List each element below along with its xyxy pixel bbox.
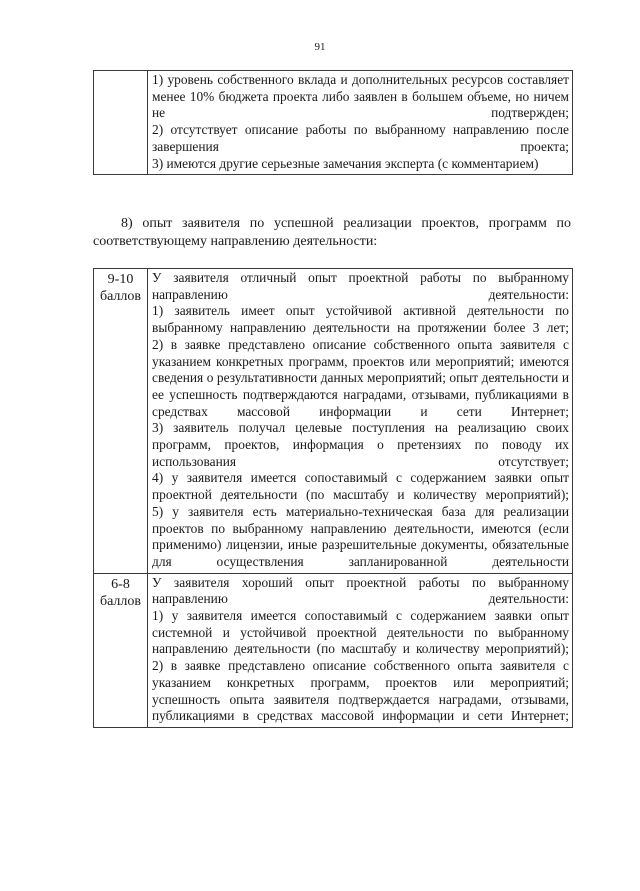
- score-cell: 6-8 баллов: [94, 573, 148, 727]
- score-cell: 9-10 баллов: [94, 269, 148, 574]
- table-row: [94, 573, 573, 727]
- criteria-item: 3) имеются другие серьезные замечания эксперта (с комментарием): [152, 155, 539, 171]
- criteria-cell: [148, 71, 573, 175]
- criterion-heading-line: соответствующему направлению деятельности:: [93, 234, 378, 249]
- criteria-cell: [148, 269, 573, 574]
- criteria-intro: У заявителя отличный опыт проектной работы по выбранному направлению деятельности:: [152, 270, 569, 302]
- criteria-item: 2) в заявке представлено описание собственного опыта заявителя с указанием конкретных программ, проектов или мероприятий; успешность опыта заявителя подтверждается наградами, отзывами, публикациями в средствах массовой информации и сети Интернет;: [152, 658, 569, 724]
- criteria-cell: [148, 573, 573, 727]
- table-row: [94, 269, 573, 574]
- criteria-item: 2) в заявке представлено описание собственного опыта заявителя с указанием конкретных программ, проектов или мероприятий; имеются сведения о результативности данных мероприятий; опыт деятельности и ее успешность подтверждаются наградами, отзывами, публикациями в средствах массовой информации и сети Интернет;: [152, 336, 569, 419]
- criteria-table: [93, 268, 573, 728]
- criteria-item: 1) у заявителя имеется сопоставимый с содержанием заявки опыт системной и устойчивой проектной деятельности по выбранному направлению деятельности (по масштабу и количеству мероприятий);: [152, 608, 569, 657]
- table-row: [94, 71, 573, 175]
- criteria-item: 1) уровень собственного вклада и дополнительных ресурсов составляет менее 10% бюджета проекта либо заявлен в большем объеме, но ничем не подтвержден;: [152, 72, 569, 121]
- criterion-heading: [93, 215, 571, 251]
- criteria-table-continued: [93, 70, 573, 175]
- score-cell: [94, 71, 148, 175]
- criterion-heading-line: 8) опыт заявителя по успешной реализации проектов, программ по: [121, 216, 571, 231]
- criteria-item: 4) у заявителя имеется сопоставимый с содержанием заявки опыт проектной деятельности (по масштабу и количеству мероприятий);: [152, 470, 569, 503]
- criteria-item: 1) заявитель имеет опыт устойчивой активной деятельности по выбранному направлению деятельности на протяжении более 3 лет;: [152, 303, 569, 336]
- criteria-item: 2) отсутствует описание работы по выбранному направлению после завершения проекта;: [152, 122, 569, 154]
- criteria-intro: У заявителя хороший опыт проектной работы по выбранному направлению деятельности:: [152, 574, 569, 607]
- criteria-item: 5) у заявителя есть материально-техническая база для реализации проектов по выбранному направлению деятельности, имеются (если применимо) лицензии, иные разрешительные документы, обязательные для осуществления запланированной деятельности: [152, 503, 569, 569]
- criteria-item: 3) заявитель получал целевые поступления на реализацию своих программ, проектов, информация о претензиях по поводу их использования отсутствует;: [152, 420, 569, 469]
- page-number: 91: [314, 41, 326, 53]
